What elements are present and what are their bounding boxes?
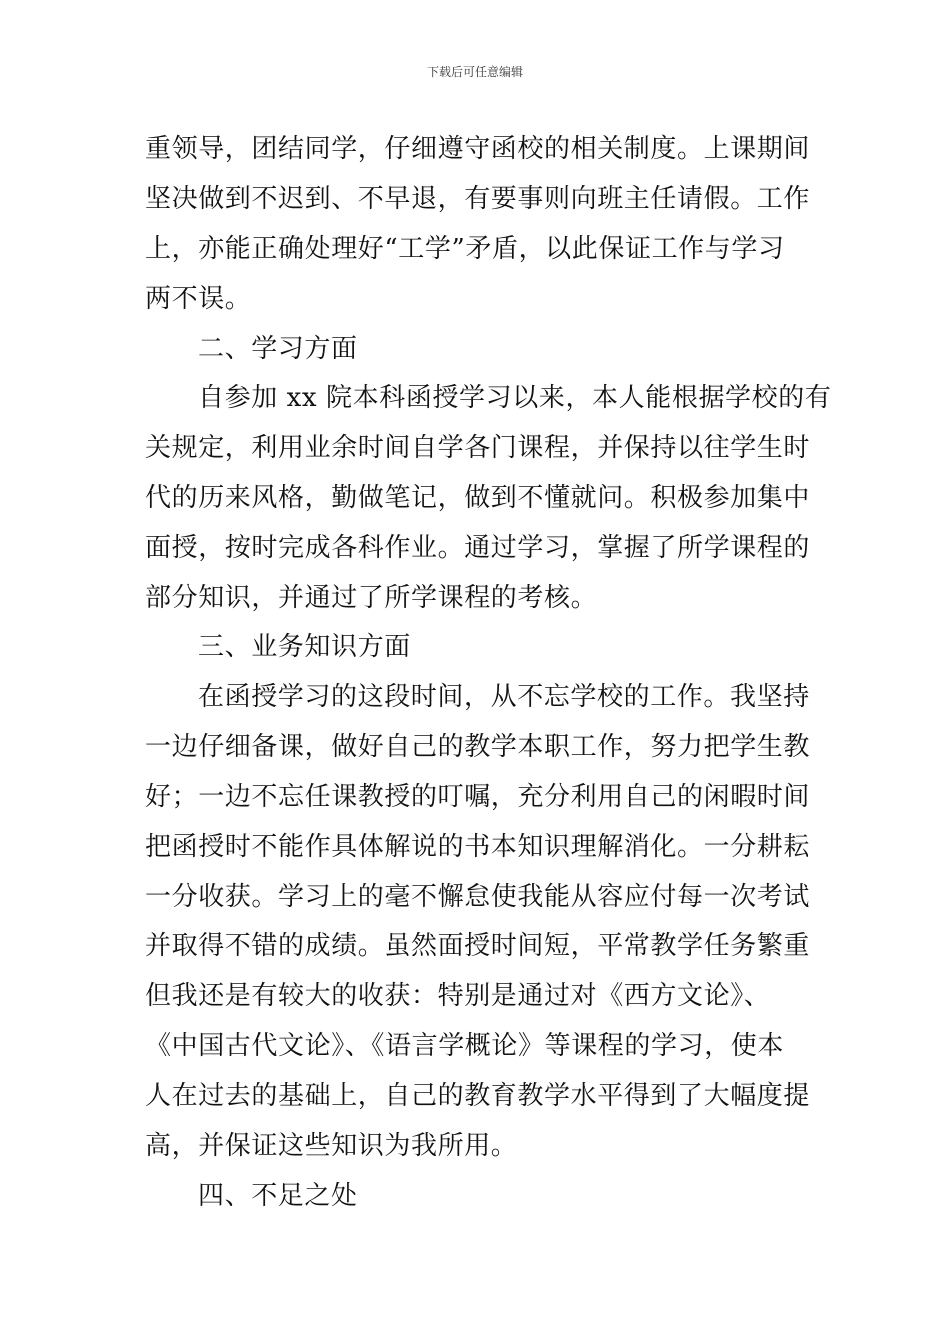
section-heading-study: 二、学习方面 (198, 334, 358, 364)
body-line: 部分知识，并通过了所学课程的考核。 (145, 583, 598, 613)
body-line: 代的历来风格，勤做笔记，做到不懂就问。积极参加集中 (145, 483, 811, 513)
body-line: 高，并保证这些知识为我所用。 (145, 1131, 518, 1161)
body-line: 人在过去的基础上，自己的教育教学水平得到了大幅度提 (145, 1081, 811, 1111)
body-line: 《中国古代文论》、《语言学概论》等课程的学习，使本 (145, 1031, 785, 1061)
body-line: 一边仔细备课，做好自己的教学本职工作，努力把学生教 (145, 732, 811, 762)
body-line: 一分收获。学习上的毫不懈怠使我能从容应付每一次考试 (145, 882, 811, 912)
body-line: 两不误。 (145, 284, 252, 314)
body-line: 上，亦能正确处理好“工学”矛盾，以此保证工作与学习 (145, 234, 785, 264)
page-header-note: 下载后可任意编辑 (426, 65, 523, 79)
body-line: 在函授学习的这段时间，从不忘学校的工作。我坚持 (198, 682, 810, 712)
body-line: 把函授时不能作具体解说的书本知识理解消化。一分耕耘 (145, 832, 811, 862)
body-line: 但我还是有较大的收获：特别是通过对《西方文论》、 (145, 981, 771, 1011)
body-line: 好；一边不忘任课教授的叮嘱，充分利用自己的闲暇时间 (145, 782, 811, 812)
body-line: 关规定，利用业余时间自学各门课程，并保持以往学生时 (145, 433, 811, 463)
body-line: 并取得不错的成绩。虽然面授时间短，平常教学任务繁重 (145, 931, 811, 961)
body-line: 重领导，团结同学，仔细遵守函校的相关制度。上课期间 (145, 134, 811, 164)
section-heading-shortcomings: 四、不足之处 (198, 1181, 358, 1211)
section-heading-business: 三、业务知识方面 (198, 632, 411, 662)
body-line: 坚决做到不迟到、不早退，有要事则向班主任请假。工作 (145, 184, 811, 214)
body-line: 面授，按时完成各科作业。通过学习，掌握了所学课程的 (145, 533, 811, 563)
body-line: 自参加 xx 院本科函授学习以来，本人能根据学校的有 (198, 383, 832, 413)
